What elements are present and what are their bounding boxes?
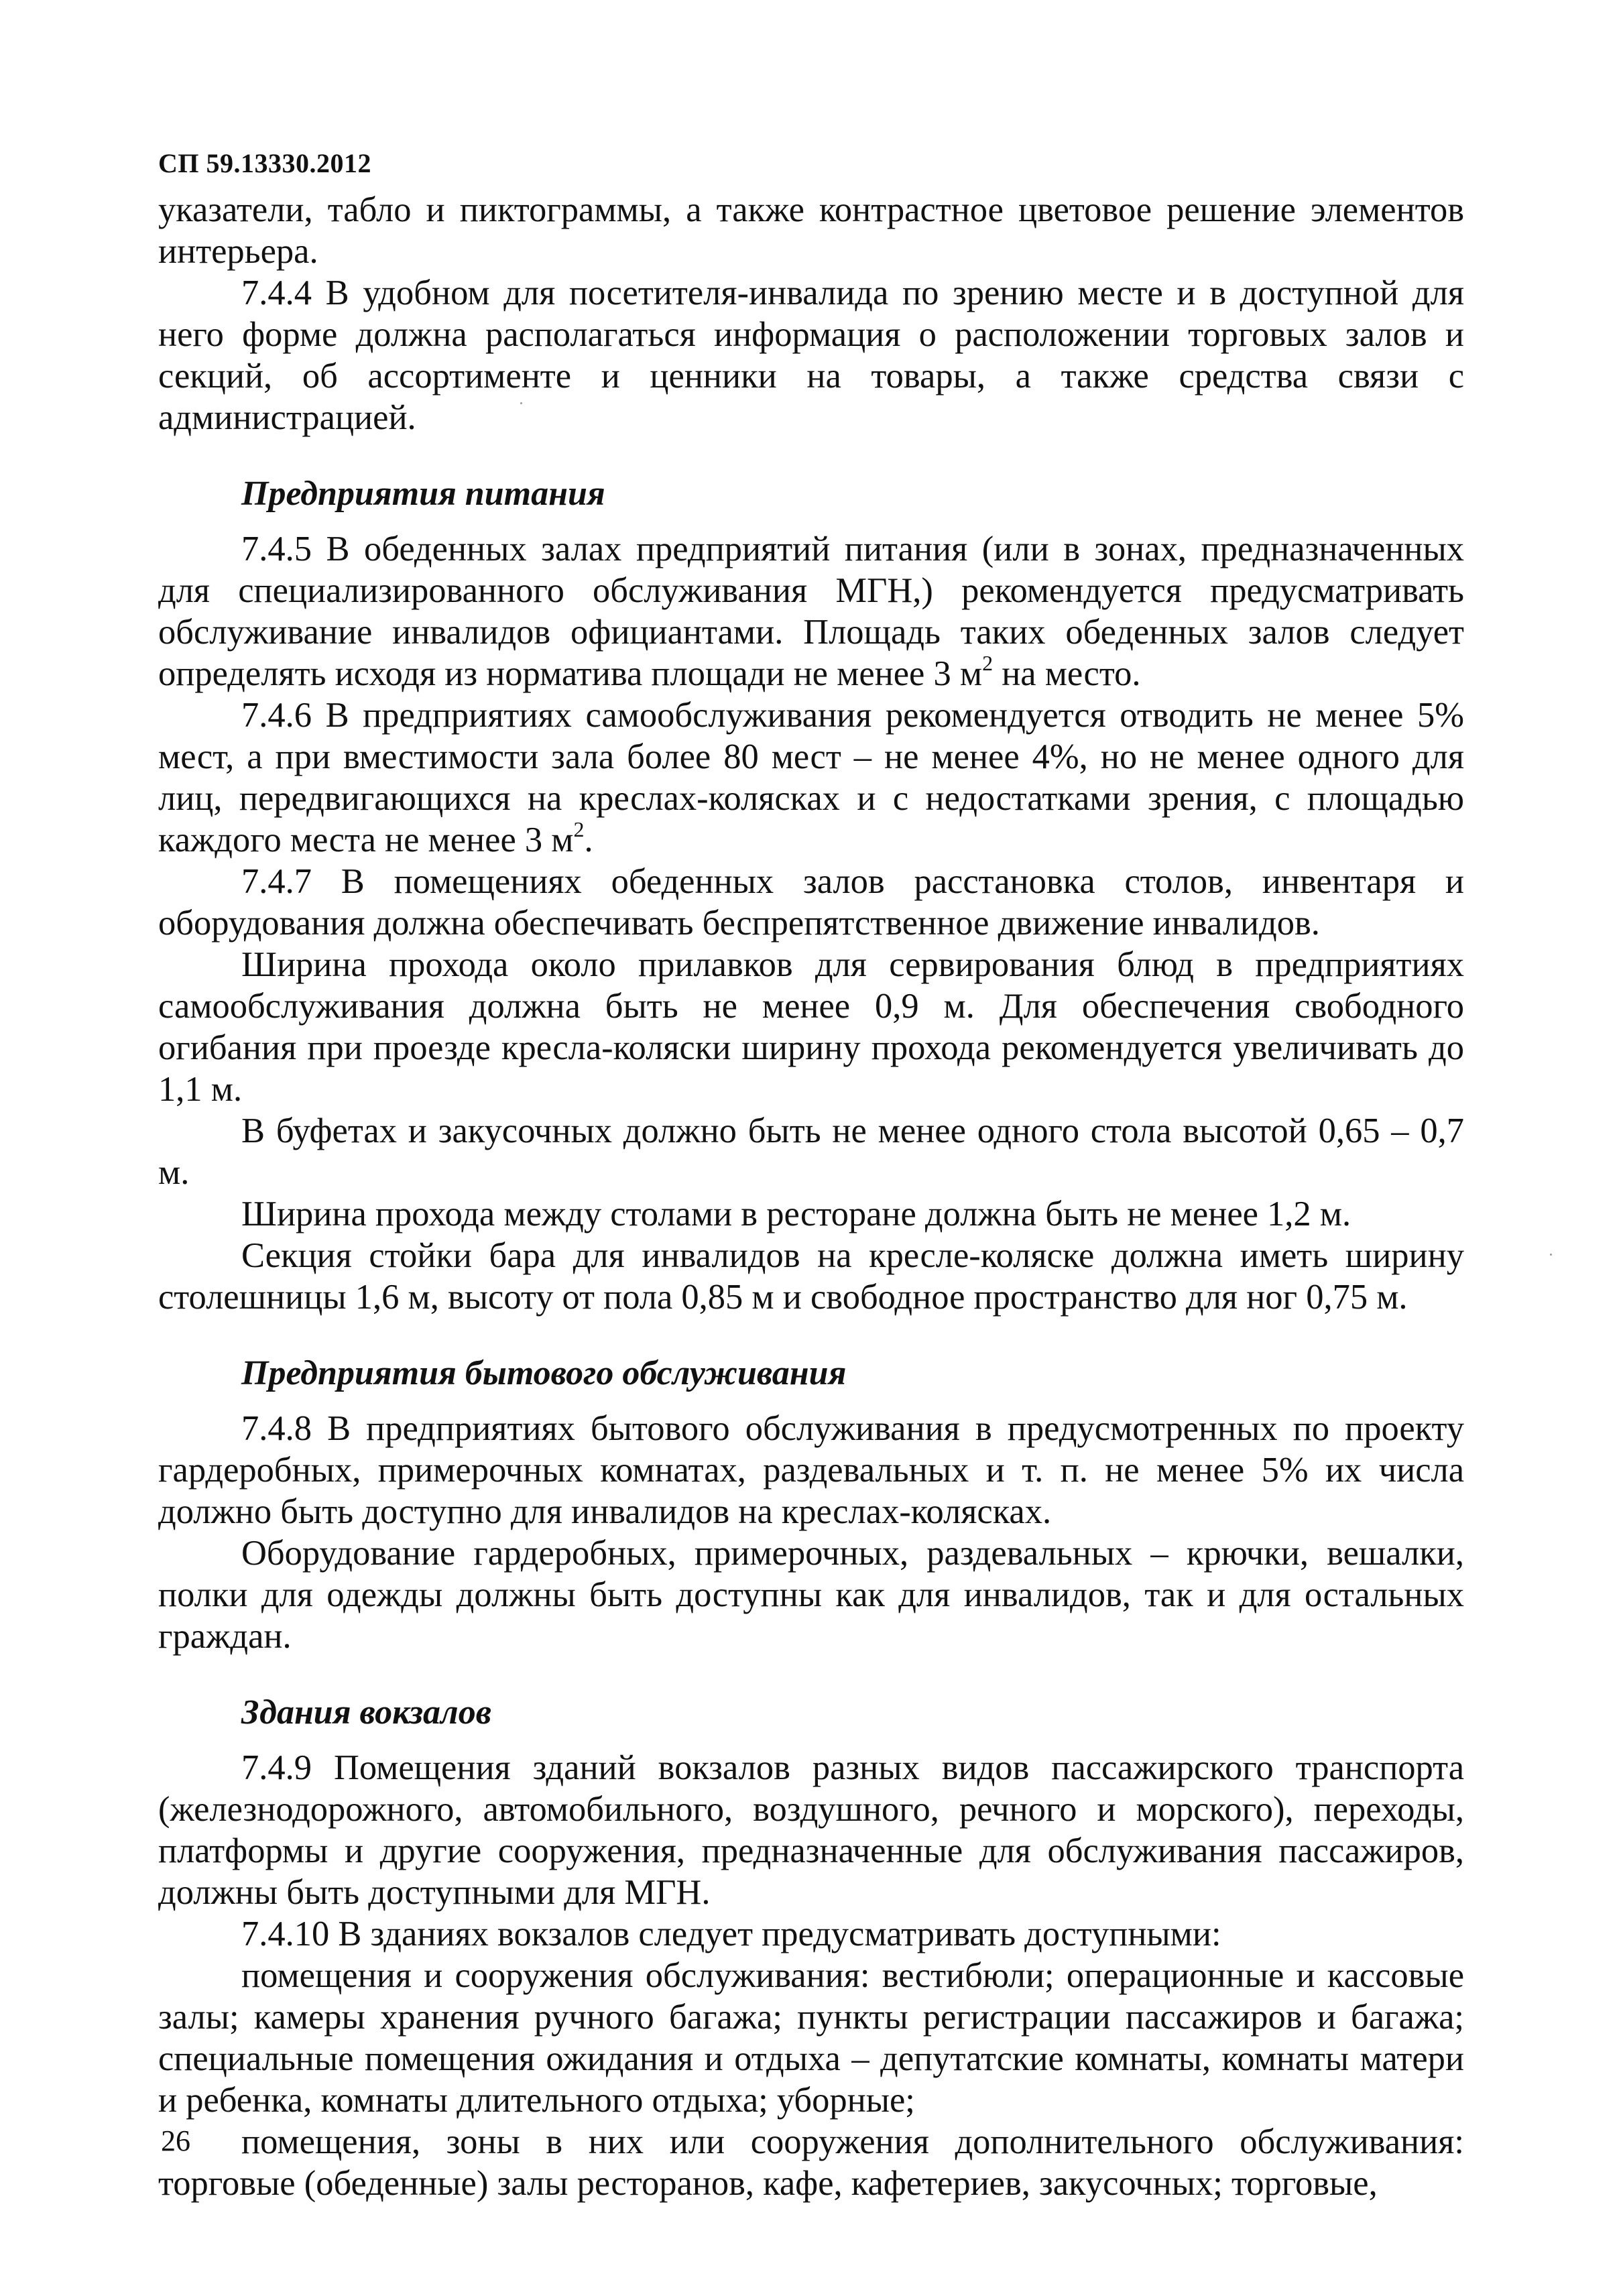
paragraph-7-4-8: 7.4.8 В предприятиях бытового обслуживания в предусмотренных по проекту гардеробных, примерочных комнатах, раздевальных и т. п. не менее 5% их числа должно быть доступно для инвалидов на креслах-колясках. — [158, 1409, 1464, 1531]
paragraph-7-4-5-text: 7.4.5 В обеденных залах предприятий питания (или в зонах, предназначенных для специализированного обслуживания МГН,) рекомендуется предусматривать обслуживание инвалидов официантами. Площадь таких обеденных залов следует определять исходя из норматива площади не менее 3 м — [158, 530, 1464, 693]
paragraph-buffets: В буфетах и закусочных должно быть не менее одного стола высотой 0,65 – 0,7 м. — [158, 1111, 1464, 1192]
document-body — [158, 189, 1464, 2204]
superscript-2: 2 — [573, 817, 585, 841]
paragraph-7-4-5-tail: на место. — [993, 654, 1141, 693]
paragraph-7-4-9: 7.4.9 Помещения зданий вокзалов разных видов пассажирского транспорта (железнодорожного, автомобильного, воздушного, речного и морского), переходы, платформы и другие сооружения, предназначенные для обслуживания пассажиров, должны быть доступными для МГН. — [158, 1748, 1464, 1912]
scan-speck — [1550, 1254, 1552, 1256]
paragraph-passage-counters: Ширина прохода около прилавков для сервирования блюд в предприятиях самообслуживания должна быть не менее 0,9 м. Для обеспечения свободного огибания при проезде кресла-коляски ширину прохода рекомендуется увеличивать до 1,1 м. — [158, 945, 1464, 1109]
paragraph-equipment: Оборудование гардеробных, примерочных, раздевальных – крючки, вешалки, полки для одежды должны быть доступны как для инвалидов, так и для остальных граждан. — [158, 1534, 1464, 1656]
section-heading-consumer-services: Предприятия бытового обслуживания — [241, 1354, 847, 1392]
paragraph-passage-tables: Ширина прохода между столами в ресторане должна быть не менее 1,2 м. — [241, 1195, 1351, 1233]
paragraph-7-4-4: 7.4.4 В удобном для посетителя-инвалида по зрению месте и в доступной для него форме должна располагаться информация о расположении торговых залов и секций, об ассортименте и ценники на товары, а также средства связи с администрацией. — [158, 274, 1464, 437]
paragraph-premises-additional: помещения, зоны в них или сооружения дополнительного обслуживания: торговые (обеденные) залы ресторанов, кафе, кафетериев, закусочных; торговые, — [158, 2122, 1464, 2203]
superscript-2: 2 — [982, 651, 994, 675]
section-heading-station-buildings: Здания вокзалов — [241, 1693, 491, 1732]
paragraph-intro-continuation: указатели, табло и пиктограммы, а также контрастное цветовое решение элементов интерьера. — [158, 190, 1464, 271]
paragraph-bar-section: Секция стойки бара для инвалидов на кресле-коляске должна иметь ширину столешницы 1,6 м, высоту от пола 0,85 м и свободное пространство для ног 0,75 м. — [158, 1236, 1464, 1317]
section-heading-food-enterprises: Предприятия питания — [241, 475, 605, 513]
paragraph-7-4-6-tail: . — [584, 821, 593, 859]
paragraph-7-4-6-text: 7.4.6 В предприятиях самообслуживания рекомендуется отводить не менее 5% мест, а при вместимости зала более 80 мест – не менее 4%, но не менее одного для лиц, передвигающихся на креслах-колясках и с недостатками зрения, с площадью каждого места не менее 3 м — [158, 696, 1464, 859]
paragraph-premises-service: помещения и сооружения обслуживания: вестибюли; операционные и кассовые залы; камеры хранения ручного багажа; пункты регистрации пассажиров и багажа; специальные помещения ожидания и отдыха – депутатские комнаты, комнаты матери и ребенка, комнаты длительного отдыха; уборные; — [158, 1956, 1464, 2120]
scan-speck — [520, 402, 522, 404]
paragraph-7-4-6 — [158, 694, 1464, 861]
paragraph-7-4-7: 7.4.7 В помещениях обеденных залов расстановка столов, инвентаря и оборудования должна обеспечивать беспрепятственное движение инвалидов. — [158, 862, 1464, 943]
page-number: 26 — [161, 2124, 190, 2157]
paragraph-7-4-10: 7.4.10 В зданиях вокзалов следует предусматривать доступными: — [241, 1915, 1221, 1953]
document-code-header: СП 59.13330.2012 — [158, 148, 371, 178]
paragraph-7-4-5 — [158, 528, 1464, 694]
